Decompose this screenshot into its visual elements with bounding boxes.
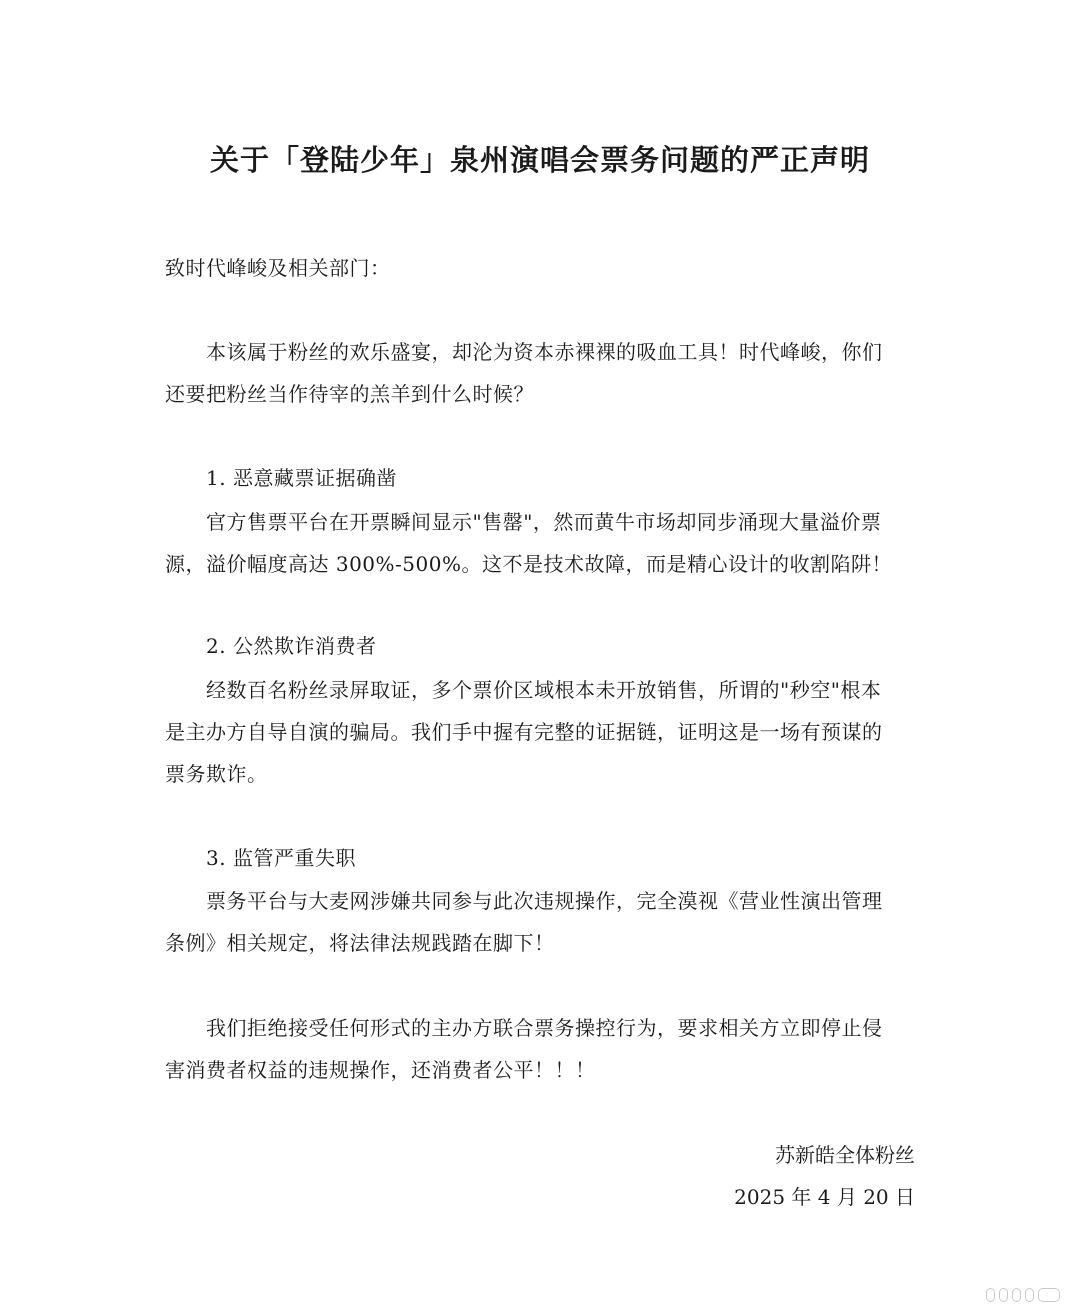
closing-line-2: 害消费者权益的违规操作，还消费者公平！！！	[165, 1058, 596, 1082]
document-title: 关于「登陆少年」泉州演唱会票务问题的严正声明	[209, 143, 870, 177]
section-1-line-1: 官方售票平台在开票瞬间显示"售罄"，然而黄牛市场却同步涌现大量溢价票	[206, 510, 882, 534]
date: 2025 年 4 月 20 日	[734, 1185, 915, 1209]
intro-line-1: 本该属于粉丝的欢乐盛宴，却沦为资本赤裸裸的吸血工具！时代峰峻，你们	[206, 340, 883, 364]
intro-line-2: 还要把粉丝当作待宰的羔羊到什么时候？	[165, 382, 534, 406]
salutation: 致时代峰峻及相关部门：	[165, 256, 391, 280]
section-2-line-3: 票务欺诈。	[165, 762, 268, 786]
section-2-line-1: 经数百名粉丝录屏取证，多个票价区域根本未开放销售，所谓的"秒空"根本	[206, 678, 882, 702]
closing-line-1: 我们拒绝接受任何形式的主办方联合票务操控行为，要求相关方立即停止侵	[206, 1016, 883, 1040]
section-3-line-2: 条例》相关规定，将法律法规践踏在脚下！	[165, 931, 555, 955]
section-2-line-2: 是主办方自导自演的骗局。我们手中握有完整的证据链，证明这是一场有预谋的	[165, 720, 883, 744]
section-3-heading: 3. 监管严重失职	[206, 846, 356, 870]
bars-icon	[986, 1288, 1060, 1302]
section-3-line-1: 票务平台与大麦网涉嫌共同参与此次违规操作，完全漠视《营业性演出管理	[206, 889, 883, 913]
section-1-heading: 1. 恶意藏票证据确凿	[206, 466, 397, 490]
section-1-line-2: 源，溢价幅度高达 300%-500%。这不是技术故障，而是精心设计的收割陷阱！	[165, 552, 892, 576]
section-2-heading: 2. 公然欺诈消费者	[206, 634, 377, 658]
signature: 苏新皓全体粉丝	[775, 1143, 915, 1167]
